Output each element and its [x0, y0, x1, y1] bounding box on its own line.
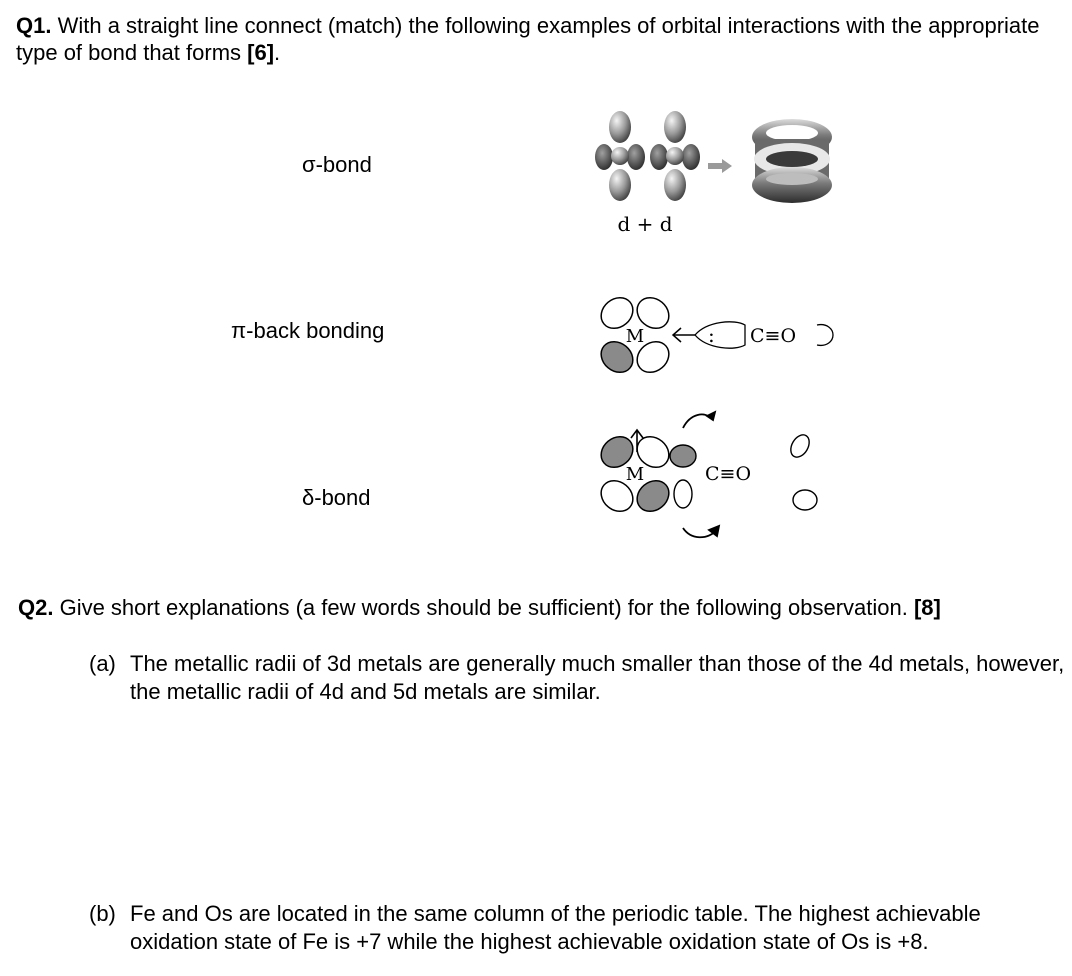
lone-pair-dots: : — [708, 323, 715, 347]
part-b-text: Fe and Os are located in the same column of the periodic table. The highest achievable oxidation state of Fe is +7 while the highest achievable oxidation state of Os is +8. — [130, 901, 981, 954]
metal-label: M — [625, 326, 645, 347]
d-plus-d-caption: d + d — [617, 212, 673, 236]
question-1-period: . — [274, 40, 281, 65]
delta-bond-label[interactable]: δ-bond — [302, 485, 371, 510]
question-1-text: With a straight line connect (match) the following examples of orbital interactions with the appropriate type of bond that forms — [16, 13, 1040, 65]
carbon-lone-pair-lobe — [695, 322, 745, 348]
question-2-marks: [8] — [913, 595, 941, 620]
oxygen-lone-pair-lobe — [817, 325, 833, 346]
d-d-overlap-figure[interactable] — [590, 105, 850, 245]
right-arrow-icon — [708, 159, 732, 173]
delta-overlap-torus — [752, 119, 832, 203]
pi-back-bonding-label[interactable]: π-back bonding — [231, 318, 385, 343]
part-a-label: (a) — [89, 651, 116, 676]
d-orbital-left — [595, 111, 645, 201]
carbonyl-label: C≡O — [750, 325, 797, 347]
question-2 — [18, 594, 1058, 621]
metal-co-pi-backbond-figure[interactable] — [595, 400, 865, 550]
question-2-part-a — [89, 650, 1065, 710]
part-b-label: (b) — [89, 901, 116, 926]
question-2-number: Q2. — [18, 595, 54, 620]
question-1-marks: [6] — [247, 40, 275, 65]
carbonyl-label-pi: C≡O — [705, 463, 752, 485]
question-1 — [16, 12, 1056, 66]
question-2-text: Give short explanations (a few words should be sufficient) for the following observation. — [53, 595, 914, 620]
curved-arrow-top-icon — [683, 412, 715, 428]
question-1-number: Q1. — [16, 13, 52, 38]
curved-arrow-bottom-icon — [683, 526, 719, 537]
d-orbital-right — [650, 111, 700, 201]
part-a-text: The metallic radii of 3d metals are generally much smaller than those of the 4d metals, however, the metallic radii of 4d and 5d metals are similar. — [130, 651, 1065, 704]
metal-label-pi: M — [625, 464, 645, 485]
question-2-part-b — [89, 900, 1059, 960]
metal-co-sigma-donation-figure[interactable] — [595, 285, 865, 385]
sigma-bond-label[interactable]: σ-bond — [302, 152, 372, 177]
